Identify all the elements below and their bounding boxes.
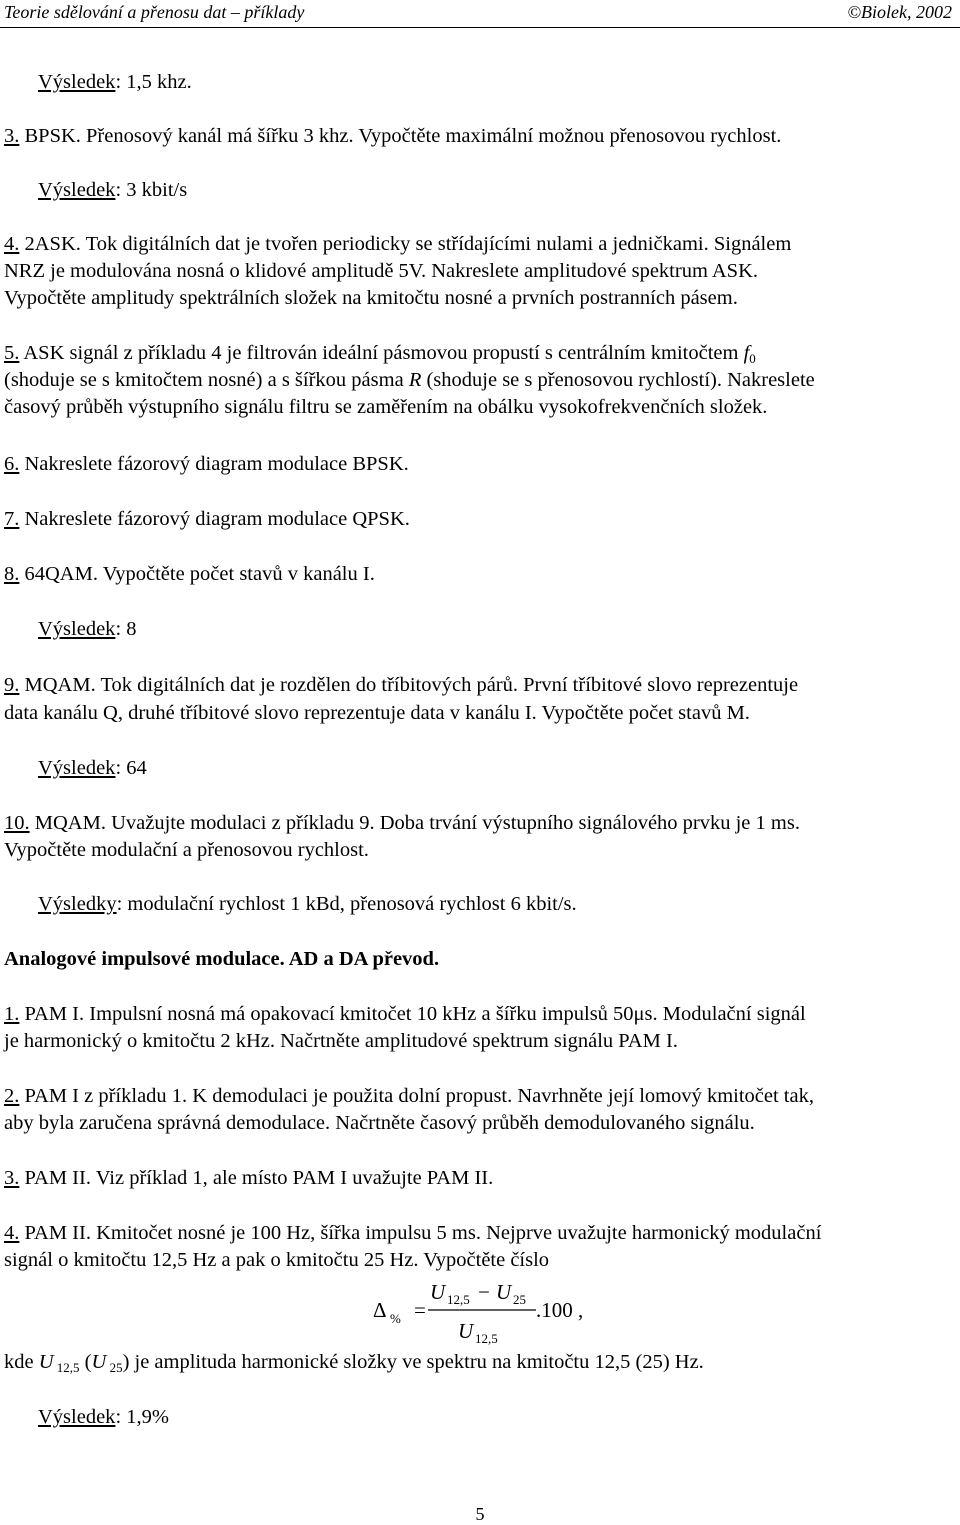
pam-exercise-4-line-1 bbox=[4, 1221, 821, 1245]
exercise-number: 10. bbox=[4, 812, 30, 834]
exercise-number: 8. bbox=[4, 563, 20, 585]
exercise-text: PAM I z příkladu 1. K demodulaci je použita dolní propust. Navrhněte její lomový kmitočet tak, bbox=[19, 1085, 814, 1107]
exercise-text: MQAM. Uvažujte modulaci z příkladu 9. Doba trvání výstupního signálového prvku je 1 ms. bbox=[29, 812, 800, 834]
exercise-number: 9. bbox=[4, 674, 20, 696]
formula-multiplier: .100 , bbox=[536, 1298, 584, 1322]
exercise-10-line-1 bbox=[4, 811, 800, 835]
exercise-4-line-3: Vypočtěte amplitudy spektrálních složek na kmitočtu nosné a prvních postranních pásem. bbox=[4, 287, 738, 309]
pam-exercise-2-line-2: aby byla zaručena správná demodulace. Načrtněte časový průběh demodulovaného signálu. bbox=[4, 1112, 755, 1134]
exercise-6 bbox=[4, 452, 409, 476]
exercise-number: 7. bbox=[4, 508, 20, 530]
symbol-f: f bbox=[743, 342, 750, 364]
exercise-3 bbox=[4, 124, 781, 148]
formula-numerator-u1: U bbox=[430, 1280, 446, 1304]
result-line bbox=[38, 70, 192, 94]
exercise-text: Nakreslete fázorový diagram modulace QPSK. bbox=[19, 508, 410, 530]
symbol-f-subscript: 0 bbox=[749, 351, 756, 366]
formula-minus: − bbox=[478, 1280, 490, 1304]
exercise-text: MQAM. Tok digitálních dat je rozdělen do tříbitových párů. První tříbitové slovo reprezentuje bbox=[19, 674, 799, 696]
exercise-number: 3. bbox=[4, 1167, 20, 1189]
exercise-9-line-1 bbox=[4, 673, 798, 697]
explanation-text: ) je amplituda harmonické složky ve spektru na kmitočtu 12,5 (25) Hz. bbox=[122, 1351, 704, 1373]
formula-numerator-u2: U bbox=[496, 1280, 512, 1304]
formula-delta: Δ bbox=[373, 1298, 387, 1322]
symbol-u: U bbox=[38, 1351, 54, 1373]
pam-exercise-1-line-1 bbox=[4, 1002, 806, 1026]
result-line bbox=[38, 892, 577, 916]
explanation-text: kde bbox=[4, 1351, 39, 1373]
symbol-u: U bbox=[91, 1351, 107, 1373]
exercise-text: (shoduje se s přenosovou rychlostí). Nakreslete bbox=[421, 369, 815, 391]
page-number: 5 bbox=[475, 1504, 485, 1524]
symbol-u-subscript: 12,5 bbox=[53, 1360, 80, 1375]
result-label: Výsledek bbox=[38, 1406, 116, 1428]
exercise-text: PAM I. Impulsní nosná má opakovací kmitočet 10 kHz a šířku impulsů 50μs. Modulační signál bbox=[19, 1003, 806, 1025]
formula-explanation bbox=[4, 1350, 704, 1374]
exercise-number: 4. bbox=[4, 1222, 20, 1244]
symbol-u-subscript: 25 bbox=[106, 1360, 123, 1375]
exercise-5-line-3: časový průběh výstupního signálu filtru se zaměřením na obálku vysokofrekvenčních složek. bbox=[4, 396, 768, 418]
formula-denominator-u: U bbox=[458, 1319, 474, 1343]
result-value: : 8 bbox=[115, 618, 137, 640]
header-title: Teorie sdělování a přenosu dat – příklady bbox=[4, 2, 305, 22]
result-line bbox=[38, 617, 137, 641]
exercise-text: PAM II. Kmitočet nosné je 100 Hz, šířka impulsu 5 ms. Nejprve uvažujte harmonický modulační bbox=[19, 1222, 822, 1244]
pam-exercise-1-line-2: je harmonický o kmitočtu 2 kHz. Načrtněte amplitudové spektrum signálu PAM I. bbox=[4, 1030, 678, 1052]
exercise-9-line-2: data kanálu Q, druhé tříbitové slovo reprezentuje data v kanálu I. Vypočtěte počet stavů M. bbox=[4, 702, 750, 724]
exercise-text: 2ASK. Tok digitálních dat je tvořen periodicky se střídajícími nulami a jedničkami. Signálem bbox=[19, 233, 792, 255]
result-line bbox=[38, 178, 187, 202]
result-value: : 1,9% bbox=[115, 1406, 169, 1428]
exercise-5-line-1 bbox=[4, 341, 756, 365]
exercise-text: ASK signál z příkladu 4 je filtrován ideální pásmovou propustí s centrálním kmitočtem bbox=[19, 342, 744, 364]
exercise-4-line-2: NRZ je modulována nosná o klidové amplitudě 5V. Nakreslete amplitudové spektrum ASK. bbox=[4, 260, 759, 282]
section-heading: Analogové impulsové modulace. AD a DA převod. bbox=[4, 948, 440, 970]
exercise-8 bbox=[4, 562, 375, 586]
exercise-text: PAM II. Viz příklad 1, ale místo PAM I uvažujte PAM II. bbox=[19, 1167, 494, 1189]
symbol-r: R bbox=[408, 369, 422, 391]
exercise-number: 4. bbox=[4, 233, 20, 255]
result-label: Výsledek bbox=[38, 757, 116, 779]
result-label: Výsledky bbox=[38, 893, 117, 915]
exercise-number: 5. bbox=[4, 342, 20, 364]
result-label: Výsledek bbox=[38, 179, 116, 201]
exercise-text: (shoduje se s kmitočtem nosné) a s šířkou pásma bbox=[4, 369, 409, 391]
pam-exercise-4-line-2: signál o kmitočtu 12,5 Hz a pak o kmitočtu 25 Hz. Vypočtěte číslo bbox=[4, 1249, 550, 1271]
exercise-number: 6. bbox=[4, 453, 20, 475]
exercise-number: 3. bbox=[4, 125, 20, 147]
exercise-number: 2. bbox=[4, 1085, 20, 1107]
formula-equals: = bbox=[414, 1298, 426, 1322]
header-copyright: ©Biolek, 2002 bbox=[847, 2, 952, 22]
formula-percent: % bbox=[390, 1311, 401, 1326]
exercise-10-line-2: Vypočtěte modulační a přenosovou rychlost. bbox=[4, 839, 369, 861]
exercise-7 bbox=[4, 507, 410, 531]
result-value: : 3 kbit/s bbox=[115, 179, 188, 201]
exercise-text: 64QAM. Vypočtěte počet stavů v kanálu I. bbox=[19, 563, 375, 585]
result-label: Výsledek bbox=[38, 618, 116, 640]
pam-exercise-2-line-1 bbox=[4, 1084, 814, 1108]
exercise-5-line-2 bbox=[4, 368, 815, 392]
formula-denominator-sub: 12,5 bbox=[475, 1331, 498, 1346]
explanation-text: ( bbox=[79, 1351, 92, 1373]
exercise-number: 1. bbox=[4, 1003, 20, 1025]
formula-numerator-sub1: 12,5 bbox=[447, 1292, 470, 1307]
exercise-text: Nakreslete fázorový diagram modulace BPSK. bbox=[19, 453, 409, 475]
result-value: : 64 bbox=[115, 757, 147, 779]
page-header bbox=[0, 0, 960, 28]
formula-numerator-sub2: 25 bbox=[513, 1292, 526, 1307]
result-line bbox=[38, 756, 147, 780]
delta-percent-formula bbox=[370, 1276, 610, 1346]
exercise-text: BPSK. Přenosový kanál má šířku 3 khz. Vypočtěte maximální možnou přenosovou rychlost. bbox=[19, 125, 782, 147]
pam-exercise-3 bbox=[4, 1166, 493, 1190]
result-value: : modulační rychlost 1 kBd, přenosová rychlost 6 kbit/s. bbox=[116, 893, 577, 915]
result-line bbox=[38, 1405, 169, 1429]
result-value: : 1,5 khz. bbox=[115, 71, 192, 93]
result-label: Výsledek bbox=[38, 71, 116, 93]
exercise-4-line-1 bbox=[4, 232, 791, 256]
